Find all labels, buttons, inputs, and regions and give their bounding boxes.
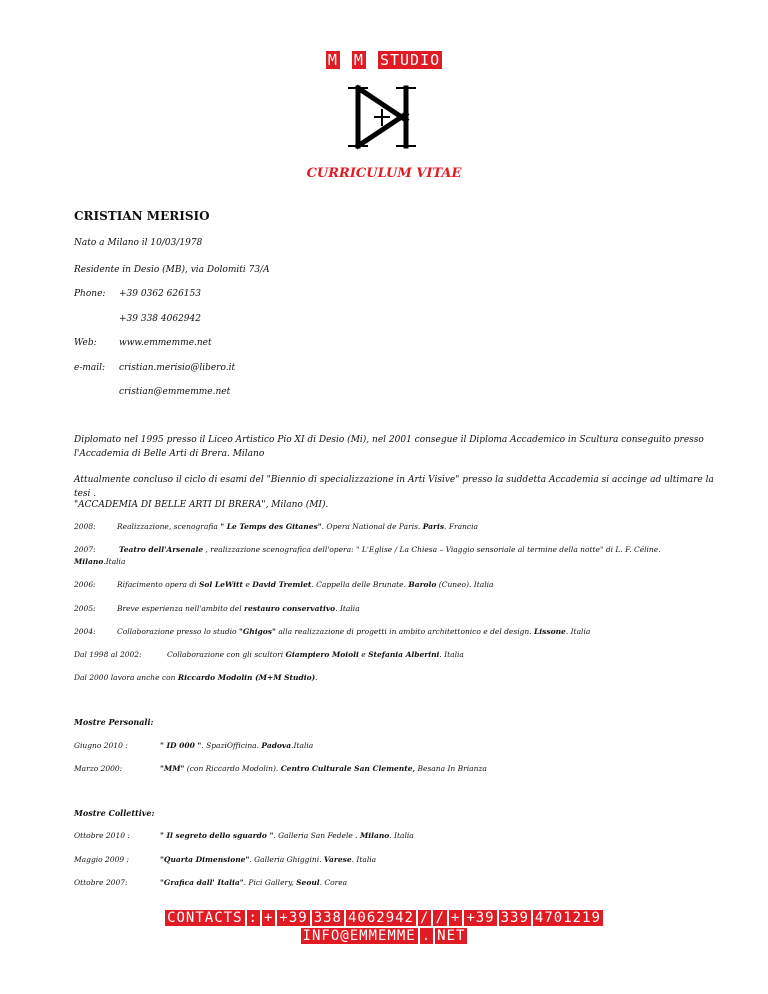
exp-desc-2007-cont: Milano.Italia — [74, 557, 126, 566]
exp-desc-2007: Teatro dell'Arsenale , realizzazione scenografica dell'opera: " L'Eglise / La Chiesa – Viaggio sensoriale al termine della notte" di L. F. Céline. — [119, 545, 661, 554]
exp-year-2007: 2007: — [74, 545, 96, 554]
group-show-date: Maggio 2009 : — [74, 855, 130, 864]
exp-year-2006: 2006: — [74, 580, 96, 589]
exp-year-2004: 2004: — [74, 627, 96, 636]
residence-info: Residente in Desio (MB), via Dolomiti 73/A — [74, 265, 270, 275]
email-link-2[interactable]: cristian@emmemme.net — [119, 387, 231, 397]
email-box: INFO@EMMEMME — [302, 928, 416, 944]
web-link[interactable]: www.emmemme.net — [119, 338, 212, 348]
contacts-box: 4701219 — [534, 910, 601, 926]
contacts-box: +39 — [279, 910, 308, 926]
exp-year-1998-2002: Dal 1998 al 2002: — [74, 650, 142, 659]
contacts-box: + — [450, 910, 461, 926]
contacts-line — [164, 910, 604, 926]
birth-info: Nato a Milano il 10/03/1978 — [74, 238, 203, 248]
exp-desc-2005: Breve esperienza nell'ambito del restauro conservativo. Italia — [117, 604, 360, 613]
exp-desc-2008: Realizzazione, scenografia " Le Temps des Gitanes". Opera National de Paris. Paris. Francia — [117, 522, 478, 531]
phone-1: +39 0362 626153 — [119, 289, 201, 299]
contacts-box: 4062942 — [347, 910, 414, 926]
contacts-box: +39 — [466, 910, 495, 926]
cv-title: CURRICULUM VITAE — [306, 166, 462, 181]
contacts-box: / — [420, 910, 430, 926]
group-show-date: Ottobre 2007: — [74, 878, 128, 887]
email-box: . — [421, 928, 432, 944]
group-show-entry: "Quarta Dimensione". Galleria Ghiggini. Varese. Italia — [160, 855, 377, 864]
personal-show-date: Giugno 2010 : — [74, 741, 128, 750]
exp-desc-2006: Rifacimento opera di Sol LeWitt e David Tremlet. Cappella delle Brunate. Barolo (Cuneo). Italia — [117, 580, 494, 589]
mm-logo-icon — [346, 84, 418, 150]
personal-show-entry: "MM" (con Riccardo Modolin). Centro Culturale San Clemente, Besana In Brianza — [160, 764, 487, 773]
studio-wordmark — [325, 51, 443, 69]
web-label: Web: — [74, 338, 97, 348]
studio-box-studio: STUDIO — [379, 51, 441, 69]
academy-heading: "ACCADEMIA DI BELLE ARTI DI BRERA", Milano (MI). — [74, 500, 329, 510]
exp-year-2005: 2005: — [74, 604, 96, 613]
contacts-box: / — [435, 910, 445, 926]
email-box: NET — [437, 928, 466, 944]
contacts-box: 338 — [313, 910, 342, 926]
personal-show-date: Marzo 2000: — [74, 764, 123, 773]
studio-box-m1: M — [327, 51, 338, 69]
email-footer-line[interactable] — [300, 928, 469, 944]
exp-year-2008: 2008: — [74, 522, 96, 531]
exp-desc-1998-2002: Collaborazione con gli scultori Giampiero Moioli e Stefania Alberini. Italia — [167, 650, 464, 659]
contacts-box: + — [263, 910, 274, 926]
phone-2: +39 338 4062942 — [119, 314, 201, 324]
group-show-date: Ottobre 2010 : — [74, 831, 130, 840]
education-paragraph-1: Diplomato nel 1995 presso il Liceo Artistico Pio XI di Desio (Mi), nel 2001 consegue il Diploma Accademico in Scultura conseguito presso l'Accademia di Belle Arti di Brera. Milano — [74, 435, 704, 459]
group-shows-heading: Mostre Collettive: — [74, 808, 155, 818]
personal-shows-heading: Mostre Personali: — [74, 717, 154, 727]
contacts-footer — [0, 907, 768, 926]
personal-show-entry: " ID 000 ". SpaziOfficina. Padova.Italia — [160, 741, 314, 750]
email-link-1[interactable]: cristian.merisio@libero.it — [119, 363, 236, 373]
contacts-box: : — [248, 910, 258, 926]
contacts-box: CONTACTS — [167, 910, 243, 926]
group-show-entry: "Grafica dall' Italia". Pici Gallery, Seoul. Corea — [160, 878, 348, 887]
email-label: e-mail: — [74, 363, 106, 373]
group-show-entry: " Il segreto dello sguardo ". Galleria San Fedele . Milano. Italia — [160, 831, 414, 840]
contacts-box: 339 — [500, 910, 529, 926]
person-name: CRISTIAN MERISIO — [74, 209, 210, 223]
phone-label: Phone: — [74, 289, 106, 299]
education-paragraph-2: Attualmente concluso il ciclo di esami del "Biennio di specializzazione in Arti Visive" presso la suddetta Accademia si accinge ad ultimare la tesi . — [74, 475, 714, 499]
exp-desc-2004: Collaborazione presso lo studio "Ghigos" alla realizzazione di progetti in ambito architettonico e del design. Lissone. Italia — [117, 627, 591, 636]
studio-box-m2: M — [353, 51, 364, 69]
since-2000-note: Dal 2000 lavora anche con Riccardo Modolin (M+M Studio). — [74, 673, 318, 682]
email-footer — [0, 925, 768, 944]
studio-header — [0, 50, 768, 69]
